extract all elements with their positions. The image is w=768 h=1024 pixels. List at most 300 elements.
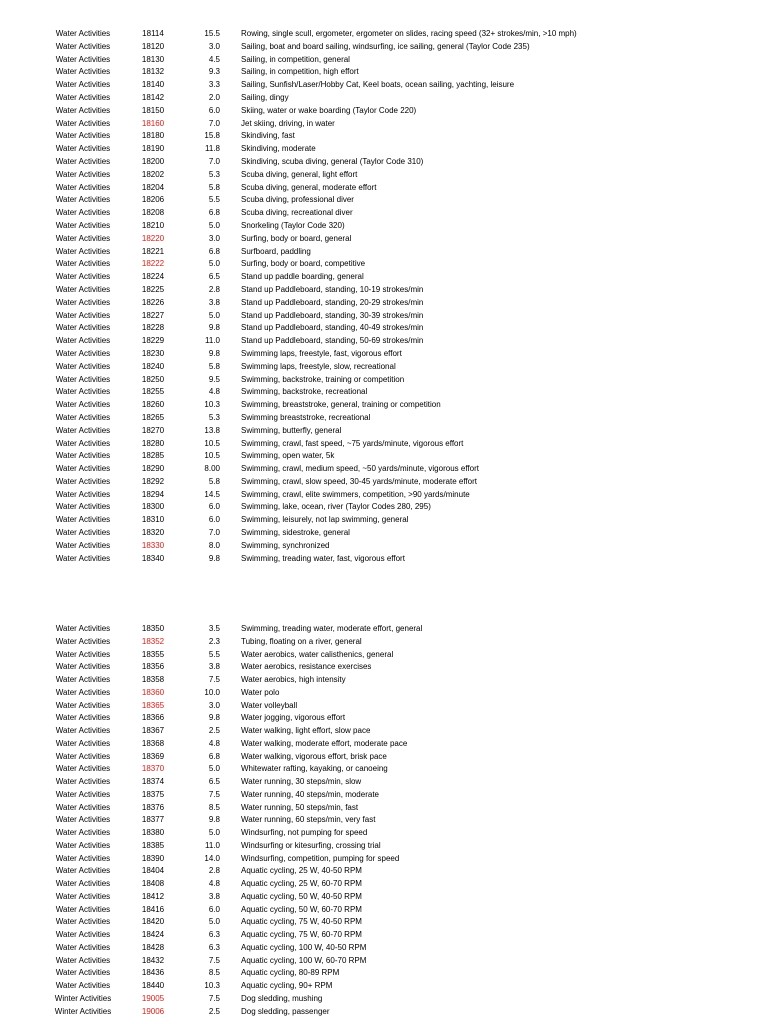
met-value-cell: 5.8 [208, 476, 220, 486]
activity-description-cell: Scuba diving, general, moderate effort [241, 182, 377, 192]
activity-description-cell: Sailing, dingy [241, 92, 289, 102]
table-row [0, 649, 768, 662]
table-row [0, 118, 768, 131]
table-row [0, 763, 768, 776]
activity-code-cell: 18190 [141, 144, 165, 154]
table-row [0, 425, 768, 438]
activity-code-cell: 18285 [141, 451, 165, 461]
table-row [0, 399, 768, 412]
met-value-cell: 9.8 [208, 348, 220, 358]
table-row [0, 220, 768, 233]
activity-description-cell: Sailing, boat and board sailing, windsurfing, ice sailing, general (Taylor Code 235) [241, 41, 530, 51]
table-row [0, 942, 768, 955]
activity-description-cell: Swimming, lake, ocean, river (Taylor Codes 280, 295) [241, 502, 431, 512]
met-value-cell: 3.0 [208, 233, 220, 243]
met-value-cell: 4.8 [208, 738, 220, 748]
activity-code-cell: 18142 [141, 92, 165, 102]
activity-category-cell: Water Activities [55, 374, 111, 384]
activity-description-cell: Water jogging, vigorous effort [241, 713, 346, 723]
met-value-cell: 7.5 [208, 993, 220, 1003]
table-row [0, 878, 768, 891]
activity-code-cell: 18432 [141, 955, 165, 965]
activity-code-cell: 18180 [141, 131, 165, 141]
activity-category-cell: Water Activities [55, 675, 111, 684]
table-row [0, 712, 768, 725]
table-row [0, 322, 768, 335]
met-value-cell: 7.5 [208, 675, 220, 684]
met-value-cell: 6.8 [208, 208, 220, 218]
activity-code-cell: 18404 [141, 866, 165, 876]
activity-code-cell: 18255 [141, 387, 165, 397]
activity-code-cell: 18367 [141, 726, 165, 735]
activity-description-cell: Aquatic cycling, 75 W, 60-70 RPM [241, 930, 362, 939]
activity-description-cell: Windsurfing, not pumping for speed [241, 828, 368, 837]
activity-description-cell: Water walking, vigorous effort, brisk pace [241, 751, 387, 761]
table-row [0, 246, 768, 259]
activity-category-cell: Water Activities [55, 502, 111, 512]
met-value-cell: 3.3 [208, 80, 220, 90]
activity-description-cell: Stand up paddle boarding, general [241, 272, 364, 282]
activity-code-cell: 18436 [141, 968, 165, 978]
activity-description-cell: Whitewater rafting, kayaking, or canoeing [241, 764, 388, 774]
activity-category-cell: Water Activities [55, 156, 111, 166]
activity-description-cell: Water volleyball [241, 700, 298, 710]
activity-category-cell: Water Activities [55, 118, 111, 128]
activity-category-cell: Water Activities [55, 904, 111, 914]
activity-code-cell: 18365 [141, 700, 165, 710]
met-value-cell: 10.5 [204, 451, 220, 461]
table-row [0, 929, 768, 942]
table-row [0, 386, 768, 399]
table-row [0, 738, 768, 751]
activity-description-cell: Aquatic cycling, 75 W, 40-50 RPM [241, 917, 362, 927]
met-value-cell: 9.8 [208, 713, 220, 723]
activity-code-cell: 18280 [141, 438, 165, 448]
table-row [0, 827, 768, 840]
activity-description-cell: Swimming laps, freestyle, slow, recreational [241, 361, 396, 371]
met-value-cell: 8.00 [204, 464, 220, 474]
met-value-cell: 2.0 [208, 92, 220, 102]
table-row [0, 156, 768, 169]
activity-code-cell: 18356 [141, 662, 165, 672]
met-value-cell: 7.0 [208, 528, 220, 538]
met-value-cell: 9.8 [208, 553, 220, 563]
activity-description-cell: Skindiving, fast [241, 131, 295, 141]
table-row [0, 271, 768, 284]
activity-category-cell: Water Activities [55, 272, 111, 282]
table-row [0, 335, 768, 348]
met-value-cell: 9.8 [208, 323, 220, 333]
activity-category-cell: Water Activities [55, 92, 111, 102]
met-value-cell: 10.5 [204, 438, 220, 448]
met-value-cell: 7.0 [208, 156, 220, 166]
table-row [0, 92, 768, 105]
table-row [0, 789, 768, 802]
table-row [0, 66, 768, 79]
met-value-cell: 3.5 [208, 624, 220, 633]
activity-code-cell: 18230 [141, 348, 165, 358]
table-row [0, 105, 768, 118]
activity-description-cell: Swimming, open water, 5k [241, 451, 335, 461]
table-row [0, 361, 768, 374]
activity-description-cell: Windsurfing, competition, pumping for speed [241, 853, 400, 863]
met-value-cell: 3.8 [208, 297, 220, 307]
table-row [0, 802, 768, 815]
activity-code-cell: 18200 [141, 156, 165, 166]
activity-category-cell: Water Activities [55, 425, 111, 435]
met-value-cell: 5.5 [208, 195, 220, 205]
table-row [0, 980, 768, 993]
activity-description-cell: Stand up Paddleboard, standing, 10-19 strokes/min [241, 284, 424, 294]
met-value-cell: 6.5 [208, 272, 220, 282]
met-value-cell: 4.5 [208, 54, 220, 64]
met-value-cell: 10.0 [204, 687, 220, 697]
table-row [0, 751, 768, 764]
table-row [0, 310, 768, 323]
met-value-cell: 6.5 [208, 777, 220, 786]
met-value-cell: 9.5 [208, 374, 220, 384]
met-value-cell: 9.3 [208, 67, 220, 77]
activity-code-cell: 18265 [141, 412, 165, 422]
met-value-cell: 4.8 [208, 879, 220, 888]
activity-code-cell: 18132 [141, 67, 165, 77]
activity-code-cell: 18376 [141, 802, 165, 812]
activity-code-cell: 18300 [141, 502, 165, 512]
table-row [0, 284, 768, 297]
activity-category-cell: Water Activities [55, 955, 111, 965]
activity-description-cell: Swimming laps, freestyle, fast, vigorous effort [241, 348, 402, 358]
activity-description-cell: Swimming, breaststroke, general, training or competition [241, 400, 441, 410]
activity-code-cell: 18355 [141, 649, 165, 659]
table-row [0, 258, 768, 271]
activity-description-cell: Water walking, light effort, slow pace [241, 726, 371, 735]
table-row [0, 207, 768, 220]
activity-description-cell: Swimming, crawl, slow speed, 30-45 yards/minute, moderate effort [241, 476, 477, 486]
met-value-cell: 14.0 [204, 853, 220, 863]
activity-category-cell: Water Activities [55, 687, 111, 697]
met-value-cell: 2.8 [208, 866, 220, 876]
activity-code-cell: 18150 [141, 105, 165, 115]
met-value-cell: 6.8 [208, 246, 220, 256]
activity-category-cell: Water Activities [55, 891, 111, 901]
activity-code-cell: 18226 [141, 297, 165, 307]
table-row [0, 553, 768, 566]
table-row [0, 233, 768, 246]
activity-category-cell: Water Activities [55, 438, 111, 448]
met-value-cell: 2.5 [208, 1006, 220, 1016]
activity-description-cell: Rowing, single scull, ergometer, ergometer on slides, racing speed (32+ strokes/min, >10 mph) [241, 29, 577, 38]
activity-description-cell: Aquatic cycling, 90+ RPM [241, 981, 333, 990]
table-row [0, 348, 768, 361]
activity-description-cell: Water running, 30 steps/min, slow [241, 777, 362, 786]
table-row [0, 438, 768, 451]
activity-code-cell: 18368 [141, 738, 165, 748]
met-value-cell: 3.0 [208, 41, 220, 51]
activity-description-cell: Water aerobics, resistance exercises [241, 662, 372, 672]
met-value-cell: 6.3 [208, 930, 220, 939]
table-row [0, 814, 768, 827]
activity-category-cell: Water Activities [55, 80, 111, 90]
activity-category-cell: Water Activities [55, 451, 111, 461]
met-value-cell: 2.3 [208, 636, 220, 646]
activity-description-cell: Water aerobics, water calisthenics, general [241, 649, 394, 659]
activity-code-cell: 18330 [141, 540, 165, 550]
activity-category-cell: Water Activities [55, 649, 111, 659]
activity-description-cell: Scuba diving, professional diver [241, 195, 354, 205]
activity-code-cell: 18374 [141, 777, 165, 786]
activity-category-cell: Water Activities [55, 105, 111, 115]
table-row [0, 194, 768, 207]
activity-code-cell: 18352 [141, 636, 165, 646]
activity-category-cell: Water Activities [55, 131, 111, 141]
table-row [0, 674, 768, 687]
met-value-cell: 11.8 [205, 144, 220, 154]
met-value-cell: 6.0 [208, 904, 220, 914]
activity-category-cell: Water Activities [55, 387, 111, 397]
activity-code-cell: 18370 [141, 764, 165, 774]
activity-category-cell: Water Activities [55, 636, 111, 646]
table-row [0, 661, 768, 674]
activity-category-cell: Water Activities [55, 528, 111, 538]
activity-code-cell: 18260 [141, 400, 165, 410]
table-row [0, 955, 768, 968]
met-value-cell: 8.0 [208, 540, 220, 550]
activity-description-cell: Aquatic cycling, 50 W, 40-50 RPM [241, 891, 362, 901]
activity-code-cell: 18228 [141, 323, 165, 333]
table-row [0, 130, 768, 143]
activity-category-cell: Water Activities [55, 840, 111, 850]
table-row [0, 700, 768, 713]
activity-code-cell: 18424 [141, 930, 165, 939]
table-row [0, 623, 768, 636]
met-value-cell: 5.5 [208, 649, 220, 659]
activity-category-cell: Water Activities [55, 336, 111, 346]
activity-description-cell: Stand up Paddleboard, standing, 30-39 strokes/min [241, 310, 424, 320]
activity-code-cell: 18224 [141, 272, 165, 282]
met-value-cell: 11.0 [205, 336, 220, 346]
activity-category-cell: Water Activities [55, 624, 111, 633]
table-row [0, 297, 768, 310]
table-row [0, 916, 768, 929]
activity-code-cell: 18210 [141, 220, 165, 230]
activity-code-cell: 18225 [141, 284, 165, 294]
activity-category-cell: Water Activities [55, 853, 111, 863]
activity-code-cell: 18114 [142, 29, 164, 38]
activity-description-cell: Skindiving, scuba diving, general (Taylor Code 310) [241, 156, 424, 166]
table-row [0, 865, 768, 878]
table-row [0, 143, 768, 156]
activity-description-cell: Aquatic cycling, 50 W, 60-70 RPM [241, 904, 362, 914]
activity-code-cell: 18227 [141, 310, 165, 320]
activity-description-cell: Swimming breaststroke, recreational [241, 412, 371, 422]
activity-category-cell: Water Activities [55, 930, 111, 939]
met-value-cell: 5.0 [208, 917, 220, 927]
met-value-cell: 8.5 [208, 802, 220, 812]
activity-description-cell: Water running, 40 steps/min, moderate [241, 789, 379, 799]
table-row [0, 463, 768, 476]
activity-code-cell: 18385 [141, 840, 165, 850]
met-value-cell: 5.0 [208, 764, 220, 774]
activity-code-cell: 18369 [141, 751, 165, 761]
activity-category-cell: Water Activities [55, 764, 111, 774]
activity-description-cell: Sailing, in competition, general [241, 54, 350, 64]
activity-category-cell: Water Activities [55, 662, 111, 672]
activity-code-cell: 18310 [141, 515, 165, 525]
activity-category-cell: Water Activities [55, 348, 111, 358]
activity-category-cell: Water Activities [55, 195, 111, 205]
activity-description-cell: Water polo [241, 687, 280, 697]
activity-category-cell: Water Activities [55, 879, 111, 888]
table-row [0, 967, 768, 980]
activity-code-cell: 18220 [141, 233, 165, 243]
activity-code-cell: 18240 [141, 361, 165, 371]
table-row [0, 79, 768, 92]
activity-description-cell: Swimming, crawl, medium speed, ~50 yards/minute, vigorous effort [241, 464, 479, 474]
table-row [0, 514, 768, 527]
activity-code-cell: 18375 [141, 789, 165, 799]
activity-code-cell: 18160 [141, 118, 165, 128]
activity-description-cell: Aquatic cycling, 25 W, 60-70 RPM [241, 879, 362, 888]
activity-code-cell: 18120 [141, 41, 165, 51]
activity-category-cell: Winter Activities [54, 993, 112, 1003]
activity-category-cell: Water Activities [55, 400, 111, 410]
activity-code-cell: 18360 [141, 687, 165, 697]
activity-description-cell: Water running, 50 steps/min, fast [241, 802, 359, 812]
activity-description-cell: Water walking, moderate effort, moderate pace [241, 738, 408, 748]
activity-category-cell: Water Activities [55, 515, 111, 525]
activity-description-cell: Snorkeling (Taylor Code 320) [241, 220, 345, 230]
activity-description-cell: Sailing, Sunfish/Laser/Hobby Cat, Keel boats, ocean sailing, yachting, leisure [241, 80, 515, 90]
activity-category-cell: Water Activities [55, 412, 111, 422]
met-value-cell: 7.5 [208, 955, 220, 965]
activity-category-cell: Water Activities [55, 981, 111, 990]
table-row [0, 412, 768, 425]
activity-category-cell: Water Activities [55, 310, 111, 320]
activity-code-cell: 18340 [141, 553, 165, 563]
activity-description-cell: Dog sledding, passenger [241, 1006, 330, 1016]
activity-category-cell: Water Activities [55, 246, 111, 256]
table-row [0, 840, 768, 853]
activity-description-cell: Skiing, water or wake boarding (Taylor Code 220) [241, 105, 417, 115]
activity-code-cell: 18358 [141, 675, 165, 684]
met-value-cell: 6.0 [208, 105, 220, 115]
activity-description-cell: Swimming, butterfly, general [241, 425, 342, 435]
activity-description-cell: Swimming, sidestroke, general [241, 528, 350, 538]
table-row [0, 54, 768, 67]
activity-description-cell: Swimming, treading water, moderate effort, general [241, 624, 423, 633]
activity-category-cell: Water Activities [55, 259, 111, 269]
met-value-cell: 10.3 [204, 981, 220, 990]
activity-code-cell: 18390 [141, 853, 165, 863]
activity-code-cell: 18366 [141, 713, 165, 723]
activity-category-cell: Water Activities [55, 540, 111, 550]
activity-description-cell: Swimming, crawl, fast speed, ~75 yards/minute, vigorous effort [241, 438, 464, 448]
activity-category-cell: Water Activities [55, 866, 111, 876]
met-value-cell: 2.5 [208, 726, 220, 735]
activity-code-cell: 18416 [141, 904, 165, 914]
table-row [0, 725, 768, 738]
activity-description-cell: Tubing, floating on a river, general [241, 636, 362, 646]
activity-code-cell: 18377 [141, 815, 165, 825]
table-row [0, 1006, 768, 1019]
met-value-cell: 5.0 [208, 259, 220, 269]
met-value-cell: 15.5 [204, 29, 220, 38]
activity-description-cell: Aquatic cycling, 25 W, 40-50 RPM [241, 866, 362, 876]
activity-description-cell: Water aerobics, high intensity [241, 675, 346, 684]
table-row [0, 891, 768, 904]
activity-category-cell: Water Activities [55, 284, 111, 294]
met-value-cell: 3.0 [208, 700, 220, 710]
table-row [0, 41, 768, 54]
table-row [0, 853, 768, 866]
activity-category-cell: Water Activities [55, 828, 111, 837]
table-row [0, 904, 768, 917]
activity-code-cell: 19005 [141, 993, 165, 1003]
activity-category-cell: Water Activities [55, 297, 111, 307]
activity-description-cell: Windsurfing or kitesurfing, crossing trial [241, 840, 381, 850]
activity-description-cell: Dog sledding, mushing [241, 993, 323, 1003]
activity-code-cell: 18208 [141, 208, 165, 218]
activity-category-cell: Water Activities [55, 220, 111, 230]
met-value-cell: 6.8 [208, 751, 220, 761]
activity-code-cell: 18412 [141, 891, 165, 901]
activity-code-cell: 18350 [141, 624, 165, 633]
activity-description-cell: Surfboard, paddling [241, 246, 311, 256]
activity-table-section-1 [0, 28, 768, 565]
activity-description-cell: Sailing, in competition, high effort [241, 67, 359, 77]
activity-category-cell: Water Activities [55, 700, 111, 710]
activity-code-cell: 18270 [141, 425, 165, 435]
activity-category-cell: Water Activities [55, 233, 111, 243]
met-value-cell: 8.5 [208, 968, 220, 978]
activity-category-cell: Water Activities [55, 968, 111, 978]
activity-category-cell: Water Activities [55, 713, 111, 723]
met-value-cell: 7.0 [208, 118, 220, 128]
activity-description-cell: Swimming, synchronized [241, 540, 330, 550]
table-row [0, 476, 768, 489]
met-value-cell: 2.8 [208, 284, 220, 294]
activity-category-cell: Water Activities [55, 751, 111, 761]
met-value-cell: 13.8 [204, 425, 220, 435]
met-value-cell: 14.5 [204, 489, 220, 499]
met-value-cell: 5.0 [208, 828, 220, 837]
activity-description-cell: Aquatic cycling, 100 W, 40-50 RPM [241, 942, 367, 952]
activity-code-cell: 18428 [141, 942, 165, 952]
activity-code-cell: 19006 [141, 1006, 165, 1016]
table-row [0, 527, 768, 540]
activity-description-cell: Water running, 60 steps/min, very fast [241, 815, 376, 825]
met-value-cell: 6.3 [208, 942, 220, 952]
activity-category-cell: Water Activities [55, 789, 111, 799]
met-value-cell: 3.8 [208, 891, 220, 901]
activity-code-cell: 18206 [141, 195, 165, 205]
met-value-cell: 6.0 [208, 502, 220, 512]
met-value-cell: 6.0 [208, 515, 220, 525]
activity-code-cell: 18380 [141, 828, 165, 837]
table-row [0, 687, 768, 700]
activity-category-cell: Water Activities [55, 41, 111, 51]
activity-category-cell: Water Activities [55, 169, 111, 179]
activity-code-cell: 18320 [141, 528, 165, 538]
table-row [0, 776, 768, 789]
activity-description-cell: Jet skiing, driving, in water [241, 118, 335, 128]
table-row [0, 169, 768, 182]
activity-category-cell: Water Activities [55, 361, 111, 371]
activity-description-cell: Skindiving, moderate [241, 144, 316, 154]
table-row [0, 540, 768, 553]
met-value-cell: 9.8 [208, 815, 220, 825]
table-row [0, 374, 768, 387]
